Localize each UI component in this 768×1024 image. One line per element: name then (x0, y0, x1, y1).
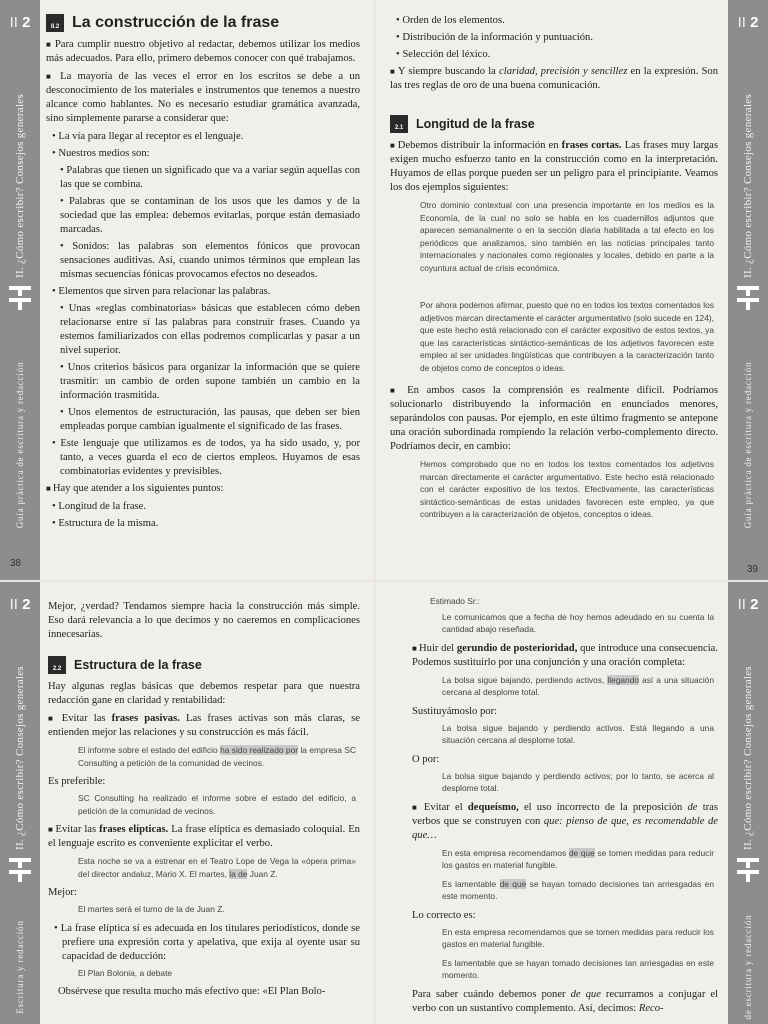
label-text: Sustituyámoslo por: (412, 705, 498, 717)
section-badge: 2.2 (48, 656, 66, 674)
bullet-item: • Este lenguaje que utilizamos es de todos, ya ha sido usado, y, por tanto, a veces guarda el eco de ciertos empleos. Huyamos de esas combinatorias evidentes y previsibles. (46, 437, 360, 479)
example-text: Por ahora podemos afirmar, puesto que no en todos los textos comentados los adjetivos marcan directamente el carácter argumentativo (solo sucede en 124), que este hecho está relacionado con el carácter expositivo de estos textos, ya que las características sintáctico-semánticas de los adjetivos favorecen este empleo al ser unidades lingüísticas que contribuyen a la caracterización tanto de objetos como de conceptos o ideas. (420, 300, 714, 373)
example-text: Es lamentable que se hayan tomado decisiones tan arriesgadas en este momento. (442, 957, 714, 980)
page-bottom-left (0, 582, 374, 1024)
bullet-item: • Elementos que sirven para relacionar las palabras. (46, 285, 360, 299)
example-text: La bolsa sigue bajando, perdiendo activos, llegando así a una situación cercana al desplome total. (442, 674, 714, 697)
example-text: Es lamentable de que se hayan tomado decisiones tan arriesgadas en este momento. (442, 878, 714, 901)
left-sidebar (0, 0, 40, 580)
logo-icon (734, 854, 762, 884)
example-text: La bolsa sigue bajando y perdiendo activos; por lo tanto, se acerca al desplome total. (442, 770, 714, 793)
section-title: Estructura de la frase (74, 658, 202, 672)
bullet-item: • Estructura de la misma. (46, 517, 360, 531)
page-39 (376, 0, 768, 580)
label-text: O por: (412, 753, 440, 765)
example-text: El martes será el turno de la de Juan Z. (78, 904, 225, 914)
example-text: En esta empresa recomendamos de que se tomen medidas para reducir los gastos en material fungible. (442, 847, 715, 870)
paragraph: ■ Evitar el dequeísmo, el uso incorrecto de la preposición de tras verbos que se construyen con que: pienso de que, es recomendable de que… (412, 801, 718, 843)
sidebar-book-title: Guía práctica de escritura y redacción (743, 361, 753, 529)
page-number: 38 (10, 558, 22, 569)
paragraph: Para saber cuándo debemos poner de que recurramos a conjugar el verbo con un sustantivo complemento. Así, decimos: Reco- (412, 988, 718, 1014)
example-text: Estimado Sr.: (430, 596, 480, 606)
page-39-content (390, 14, 718, 527)
logo-icon (734, 282, 762, 312)
example-text: SC Consulting ha realizado el informe sobre el estado del edificio, a petición de la comunidad de vecinos. (78, 793, 356, 816)
bullet-item: • Longitud de la frase. (46, 500, 360, 514)
bullet-item: • La vía para llegar al receptor es el lenguaje. (46, 130, 360, 144)
example-text: El informe sobre el estado del edificio ha sido realizado por la empresa SC Consulting a petición de la comunidad de vecinos. (78, 745, 356, 768)
sidebar-chapter-title: II. ¿Cómo escribir? Consejos generales (14, 666, 26, 850)
paragraph: ■ Huir del gerundio de posterioridad, que introduce una consecuencia. Podemos sustituirlo por una conjunción y una oración completa: (412, 642, 718, 670)
paragraph: ■ La mayoría de las veces el error en los escritos se debe a un desconocimiento de los materiales e instrumentos que tenemos a nuestro alcance como hablantes. No es necesario estudiar gramática avanzada, sino simplemente pararse a considerar que: (46, 70, 360, 126)
example-text: La bolsa sigue bajando y perdiendo activos. Está llegando a una situación cercana al desplome total. (442, 722, 714, 745)
example-text: Esta noche se va a estrenar en el Teatro Lope de Vega la «ópera prima» del director andaluz, Mario X. El martes, la de Juan Z. (78, 856, 356, 879)
sub-item: • Unos elementos de estructuración, las pausas, que deben ser bien empleadas porque cambian igualmente el significado de las frases. (46, 406, 360, 434)
sidebar-book-title: Escritura y redacción (15, 920, 25, 1014)
label-text: Lo correcto es: (412, 909, 476, 921)
page-bottom-right (376, 582, 768, 1024)
logo-icon (6, 854, 34, 884)
example-text: Hemos comprobado que no en todos los textos comentados los adjetivos marcan directamente el carácter argumentativo. Este hecho está relacionado con el carácter expositivo de los textos. Efectivamente, las características sintáctico-semánticas de estas unidades favorecen este empleo, ya que contribuyen a la caracterización de objetos, conceptos o ideas. (420, 459, 714, 519)
page-38 (0, 0, 374, 580)
page-38-content (46, 14, 360, 534)
section-badge: 2.1 (390, 115, 408, 133)
chapter-number: II 2 (737, 596, 759, 613)
sub-item: • Unos criterios básicos para organizar la información que se quiere trasmitir: un cambio de orden supone también un cambio en la información trasmitida. (46, 361, 360, 403)
label-text: Mejor: (48, 887, 77, 898)
paragraph: ■ Debemos distribuir la información en frases cortas. Las frases muy largas exigen mucho esfuerzo tanto en la construcción como en la interpretación. Huyamos de ellas porque pueden ser un peligro para el principiante. Veamos los dos ejemplos siguientes: (390, 139, 718, 195)
bullet-item: • Selección del léxico. (390, 48, 718, 62)
chapter-number: II 2 (9, 14, 31, 31)
sidebar-book-title: Guía práctica de escritura y redacción (15, 361, 25, 529)
page-bottom-right-content (412, 592, 718, 1020)
paragraph: ■ En ambos casos la comprensión es realmente difícil. Podríamos solucionarlo distribuyendo la información en enunciados menores, separándolos con pausas. Por ejemplo, en este último fragmento se antepone una oración subordinada rompiendo la relación verbo-complemento directo. Podríamos decir, en cambio: (390, 384, 718, 454)
bullet-item: • Distribución de la información y puntuación. (390, 31, 718, 45)
section-heading (390, 115, 718, 133)
bullet-item: • Orden de los elementos. (390, 14, 718, 28)
sub-item: • Palabras que tienen un significado que va a variar según aquellas con las que se combina. (46, 164, 360, 192)
sidebar-chapter-title: II. ¿Cómo escribir? Consejos generales (14, 94, 26, 278)
section-title: Longitud de la frase (416, 117, 535, 131)
section-badge: II.2 (46, 14, 64, 32)
paragraph: Mejor, ¿verdad? Tendamos siempre hacia la construcción más simple. Eso dará relevancia a lo que decimos y no caeremos en complicaciones innecesarias. (48, 601, 360, 640)
paragraph: ■ Para cumplir nuestro objetivo al redactar, debemos utilizar los medios más adecuados. Para ello, primero debemos conocer con qué trabajamos. (46, 38, 360, 66)
paragraph: ■ Evitar las frases pasivas. Las frases activas son más claras, se entienden mejor las relaciones y su construcción es más fácil. (48, 712, 360, 740)
logo-icon (6, 282, 34, 312)
sub-item: • Unas «reglas combinatorias» básicas que establecen cómo deben relacionarse entre sí las palabras para construir frases. Cuando ya estemos familiarizados con ellas podremos complicarlas y pasar a un nivel superior. (46, 302, 360, 358)
right-sidebar (728, 582, 768, 1024)
chapter-number: II 2 (737, 14, 759, 31)
paragraph: Obsérvese que resulta mucho más efectivo que: «El Plan Bolo- (58, 986, 326, 997)
example-text: Otro dominio contextual con una presencia importante en los medios es la Economía, de la cual no solo se habla en los cuadernillos adjuntos que aparecen semanalmente o en la sección diaria habilitada a tal efecto en los periódicos que analizamos, sino también en las noticias principales tanto internacionales y nacionales como regionales y locales, debido en parte a la coyuntura actual de crisis económica. (420, 200, 714, 273)
sub-item: • Palabras que se contaminan de los usos que les damos y de la sociedad que las emplea: debemos evitarlas, porque están demasiado marcadas. (46, 195, 360, 237)
sidebar-chapter-title: II. ¿Cómo escribir? Consejos generales (742, 94, 754, 278)
chapter-title: La construcción de la frase (72, 14, 280, 31)
page-number: 39 (746, 564, 758, 575)
bullet-item: • Nuestros medios son: (46, 147, 360, 161)
label-text: Es preferible: (48, 776, 106, 787)
page-bottom-left-content (48, 600, 360, 1003)
example-text: El Plan Bolonia, a debate (78, 967, 173, 978)
section-heading (48, 656, 360, 674)
paragraph: ■ Evitar las frases elípticas. La frase elíptica es demasiado coloquial. En el lenguaje escrito es conveniente explicitar el verbo. (48, 823, 360, 851)
sidebar-chapter-title: II. ¿Cómo escribir? Consejos generales (742, 666, 754, 850)
chapter-heading (46, 14, 360, 32)
example-text: Le comunicamos que a fecha de hoy hemos adeudado en su cuenta la cantidad abajo reseñada. (442, 611, 714, 634)
paragraph: Hay algunas reglas básicas que debemos respetar para que nuestra redacción gane en claridad y rentabilidad: (48, 681, 360, 706)
left-sidebar (0, 582, 40, 1024)
right-sidebar (728, 0, 768, 580)
chapter-number: II 2 (9, 596, 31, 613)
paragraph: ■ Hay que atender a los siguientes puntos: (46, 482, 360, 496)
paragraph: ■ Y siempre buscando la claridad, precisión y sencillez en la expresión. Son las tres reglas de oro de una buena comunicación. (390, 65, 718, 93)
bullet-item: • La frase elíptica sí es adecuada en los titulares periodísticos, donde se prefiere una expresión corta y apelativa, que exija al oyente usar su capacidad de deducción: (48, 922, 360, 964)
example-text: En esta empresa recomendamos que se tomen medidas para reducir los gastos en material fungible. (442, 926, 714, 949)
sidebar-book-title: de escritura y redacción (743, 914, 753, 1020)
sub-item: • Sonidos: las palabras son elementos fónicos que provocan sensaciones auditivas. Así, cuando unimos términos que emplean las mismas secuencias fónicas provocamos efectos no deseados. (46, 240, 360, 282)
